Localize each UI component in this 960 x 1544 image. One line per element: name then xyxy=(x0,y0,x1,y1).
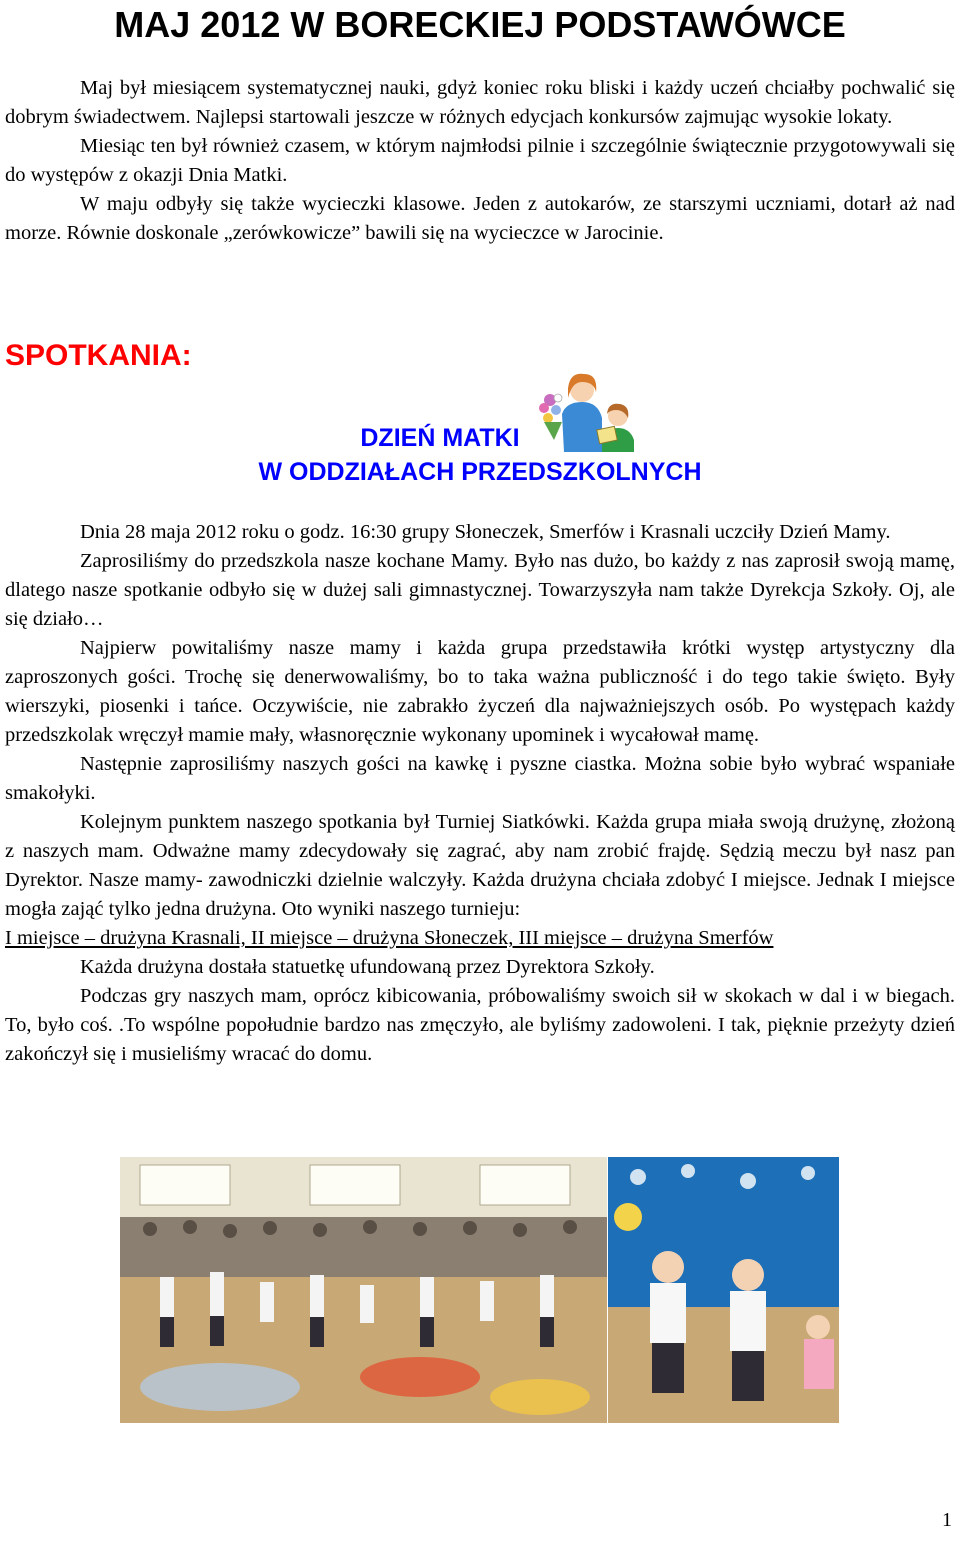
tournament-results: I miejsce – drużyna Krasnali, II miejsce – drużyna Słoneczek, III miejsce – drużyna Smerfów xyxy=(5,927,774,949)
intro-paragraph: W maju odbyły się także wycieczki klasowe. Jeden z autokarów, ze starszymi uczniami, dotarł aż nad morze. Równie doskonale „zerówkowicze” bawili się na wycieczce w Jarocinie. xyxy=(5,193,955,244)
article-body xyxy=(5,518,955,1069)
page-number: 1 xyxy=(942,1509,952,1531)
subtitle-line-1: DZIEŃ MATKI xyxy=(360,424,520,452)
body-paragraph: Każda drużyna dostała statuetkę ufundowaną przez Dyrektora Szkoły. xyxy=(80,956,655,978)
intro-text xyxy=(5,74,955,248)
intro-paragraph: Miesiąc ten był również czasem, w którym najmłodsi pilnie i szczególnie świątecznie przygotowywali się do występów z okazji Dnia Matki. xyxy=(5,135,955,186)
gym-dance-photo xyxy=(120,1157,607,1423)
body-paragraph: Najpierw powitaliśmy nasze mamy i każda grupa przedstawiła krótki występ artystyczny dla zaproszonych gości. Trochę się denerwowaliśmy, bo to taka ważna publiczność i do tego takie święto. Były wierszyki, piosenki i tańce. Oczywiście, nie zabrakło życzeń dla najważniejszych osób. Po występach każdy przedszkolak wręczył mamie mały, własnoręcznie wykonany upominek i wycałował mamę. xyxy=(5,637,955,746)
body-paragraph: Kolejnym punktem naszego spotkania był Turniej Siatkówki. Każda grupa miała swoją drużynę, złożoną z naszych mam. Odważne mamy zdecydowały się zagrać, aby nam zrobić frajdę. Sędzią meczu był nasz pan Dyrektor. Nasze mamy- zawodniczki dzielnie walczyły. Każda drużyna chciała zdobyć I miejsce. Jednak I miejsce mogła zająć tylko jedna drużyna. Oto wyniki naszego turnieju: xyxy=(5,811,955,920)
intro-paragraph: Maj był miesiącem systematycznej nauki, gdyż koniec roku bliski i każdy uczeń chciałby pochwalić się dobrym świadectwem. Najlepsi startowali jeszcze w różnych edycjach konkursów zajmując wysokie lokaty. xyxy=(5,77,955,128)
body-paragraph: Dnia 28 maja 2012 roku o godz. 16:30 grupy Słoneczek, Smerfów i Krasnali uczciły Dzień Mamy. xyxy=(80,521,891,543)
section-title: SPOTKANIA: xyxy=(5,339,192,372)
body-paragraph: Podczas gry naszych mam, oprócz kibicowania, próbowaliśmy swoich sił w skokach w dal i w biegach. To, było coś. .To wspólne popołudnie bardzo nas zmęczyło, ale byliśmy zadowoleni. I tak, pięknie przeżyty dzień zakończył się i musieliśmy wracać do domu. xyxy=(5,985,955,1065)
page-title: MAJ 2012 W BORECKIEJ PODSTAWÓWCE xyxy=(114,4,846,45)
subtitle-line-2: W ODDZIAŁACH PRZEDSZKOLNYCH xyxy=(258,458,702,486)
body-paragraph: Następnie zaprosiliśmy naszych gości na kawkę i pyszne ciastka. Można sobie było wybrać wspaniałe smakołyki. xyxy=(5,753,955,804)
stage-performance-photo xyxy=(608,1157,839,1423)
body-paragraph: Zaprosiliśmy do przedszkola nasze kochane Mamy. Było nas dużo, bo każdy z nas zaprosił swoją mamę, dlatego nasze spotkanie odbyło się w dużej sali gimnastycznej. Towarzyszyła nam także Dyrekcja Szkoły. Oj, ale się działo… xyxy=(5,550,955,630)
